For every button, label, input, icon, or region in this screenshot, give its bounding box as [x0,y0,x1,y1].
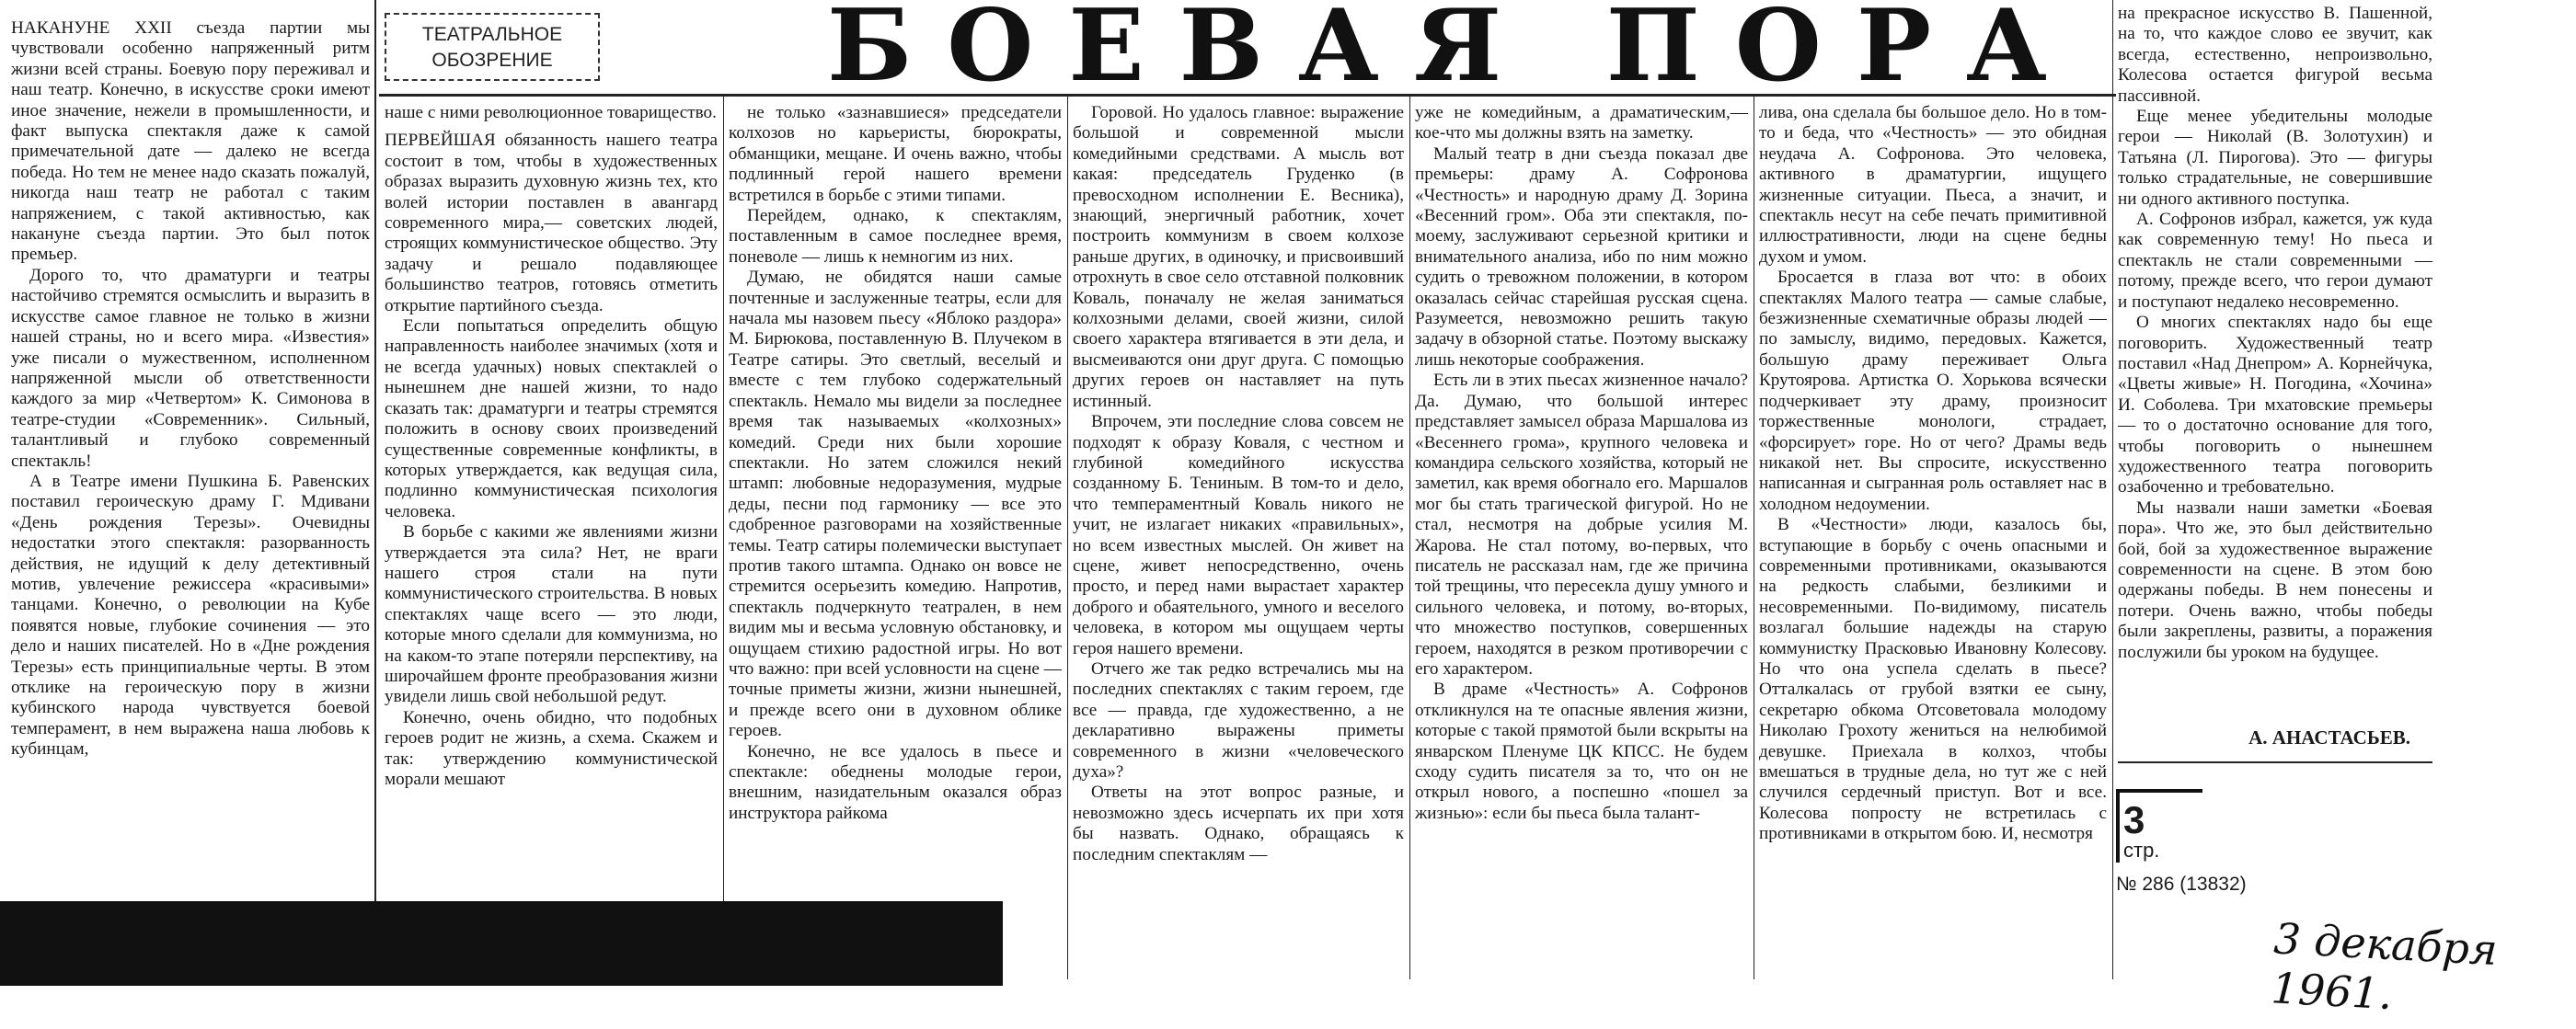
article-column-7 [2118,4,2432,721]
paragraph: А. Софронов избрал, кажется, уж куда как современную тему! Но пьеса и спектакль не стали современными — потому, прежде всего, что герои думают и поступают недалеко несовременно. [2118,210,2432,312]
paragraph: не только «зазнавшиеся» председатели колхозов но карьеристы, бюрократы, обманщики, мещане. И очень важно, чтобы подлинный герой нашего времени встретился в борьбе с этими типами. [729,103,1062,205]
paragraph: Малый театр в дни съезда показал две премьеры: драму А. Софронова «Честность» и народную драму Д. Зорина «Весенний гром». Оба эти спектакля, по-моему, заслуживают серьезной критики и внимательного анализа, ибо по ним можно судить о тревожном положении, в котором оказалась сейчас старейшая русская сцена. Разумеется, невозможно решить такую задачу в обзорной статье. Поэтому выскажу лишь некоторые соображения. [1415,143,1748,370]
paragraph: лива, она сделала бы большое дело. Но в том-то и беда, что «Честность» — это обидная неудача А. Софронова. Это человека, активного в драматургии, ищущего жизненные ситуации. Пьеса, а значит, и спектакль несут на себе печать примитивной иллюстративности, люди на сцене бедны духом и умом. [1759,103,2107,267]
paragraph: Отчего же так редко встречались мы на последних спектаклях с таким героем, где все — правда, где художественно, а не декларативно выражены приметы современного в жизни «человеческого духа»? [1073,658,1404,782]
author-signature: А. АНАСТАСЬЕВ. [2248,726,2410,749]
page-number: 3 [2123,798,2145,841]
paragraph: Дорого то, что драматурги и театры настойчиво стремятся осмыслить и выразить в искусстве самое главное не только в жизни нашей страны, но и всего мира. «Известия» уже писали о мужественном, исполненном напряженной мысли об ответственности каждого за мир «Четвертом» К. Симонова в театре-студии «Современник». Сильный, талантливый и глубоко современный спектакль! [11,265,370,471]
section-lead: ПЕРВЕЙШАЯ обязанность нашего театра состоит в том, чтобы в художественных образах выразить духовную жизнь тех, кто волей истории поставлен в авангард современного мира,— советских людей, строящих коммунистическое общество. Эту задачу и решало подавляющее большинство театров, готовясь отметить открытие партийного съезда. [385,131,718,315]
article-column-1 [11,18,370,899]
article-column-4 [1073,103,1404,977]
drop-cap-text: НАКАНУНЕ XXII съезда партии мы чувствовали особенно напряженный ритм жизни всей страны. Боевую пору переживал и наш театр. Конечно, в искусстве сроки имеют иное значение, нежели в промышленности, и факт выпуска спектакля даже к самой примечательной дате — далеко не всегда победа. Но тем не менее надо сказать пожалуй, никогда наш театр не работал с таким напряжением, с такой активностью, как накануне съезда партии. Это был поток премьер. [11,18,370,265]
paragraph: В «Честности» люди, казалось бы, вступающие в борьбу с очень опасными и современными противниками, оказываются на редкость слабыми, безликими и несовременными. По-видимому, писатель возлагал большие надежды на старую коммунистку Прасковью Ивановну Колесову. Но что она успела сделать в пьесе? Отталкалась от грубой взятки ее сыну, секретарю обкома Отсоветовала молодому Николаю Грохоту жениться на нелюбимой девушке. Приехала в колхоз, чтобы вмешаться в трудные дела, но тут же с ней случился сердечный приступ. Вот и все. Колесова попросту не встретилась с противниками в открытом бою. И, несмотря [1759,515,2107,844]
paragraph: Мы назвали наши заметки «Боевая пора». Что же, это был действительно бой, бой за художественное выражение современности на сцене. В этом бою одержаны победы. В нем понесены и потери. Очень важно, чтобы победы были закреплены, развиты, а поражения послужили бы уроком на будущее. [2118,497,2432,662]
signature-rule [2118,761,2432,763]
paragraph [385,131,718,316]
headline: БОЕВАЯ ПОРА [826,0,2082,92]
page-unit: стр. [2123,839,2160,862]
scan-black-band [0,901,1003,986]
paragraph: В драме «Честность» А. Софронов откликнулся на те опасные явления жизни, которые с такой прямотой были вскрыты на январском Пленуме ЦК КПСС. Не будем сходу судить писателя за то, что он не открыл нового, а поспешно «пошел за жизнью»: если бы пьеса была талант- [1415,680,1748,823]
paragraph: уже не комедийным, а драматическим,— кое-что мы должны взять на заметку. [1415,103,1748,143]
paragraph: Перейдем, однако, к спектаклям, поставленным в самое последнее время, поневоле — лишь к немногим из них. [729,206,1062,267]
paragraph: наше с ними революционное товарищество. [385,103,717,122]
column-rule [374,0,376,901]
paragraph: Если попытаться определить общую направленность наиболее значимых (хотя и не всегда удачных) новых спектаклей о нынешнем дне нашей жизни, то надо сказать так: драматурги и театры стремятся положить в основу своих произведений существенные современные конфликты, в которых утверждается, как ведущая сила, подлинно коммунистическая психология человека. [385,316,718,521]
article-column-5 [1415,103,1748,977]
paragraph: Думаю, не обидятся наши самые почтенные и заслуженные театры, если для начала мы назовем пьесу «Яблоко раздора» М. Бирюкова, поставленную В. Плучеком в Театре сатиры. Это светлый, веселый и вместе с тем глубоко содержательный спектакль. Немало мы видели за последнее время так называемых «колхозных» комедий. Среди них были хорошие спектакли. Но затем сложился некий штамп: любовные недоразумения, мудрые деды, песни под гармонику — все это сдобренное разговорами на хозяйственные темы. Театр сатиры полемически выступает против такого штампа. Однако он вовсе не стремится осерьезить комедию. Напротив, спектакль подчеркнуто театрален, в нем видим мы и весьма условную обстановку, и ощущаем стихию радостной игры. Но вот что важно: при всей условности на сцене — точные приметы жизни, жизни нынешней, и прежде всего они в духовном облике героев. [729,268,1062,741]
article-column-3 [729,103,1062,977]
paragraph: Конечно, очень обидно, что подобных героев родит не жизнь, а схема. Скажем и так: утверждению коммунистической морали мешают [385,707,718,789]
paragraph: Горовой. Но удалось главное: выражение большой и современной мысли комедийными средствами. А мысль вот какая: председатель Груденко (в превосходном исполнении Е. Весника), знающий, энергичный работник, хочет построить коммунизм в своем колхозе раньше других, в одиночку, и присвоивший отрохнуть в свое село отставной полковник Коваль, поначалу не желая заниматься колхозными делами, своей жизни, силой своего характера втягивается в эти дела, и высмеиваются они друг друга. С помощью других героев он наставляет на путь истинный. [1073,103,1404,411]
rubric-line-1: ТЕАТРАЛЬНОЕ [421,24,563,45]
paragraph: Бросается в глаза вот что: в обоих спектаклях Малого театра — самые слабые, безжизненные схематичные образы людей — по замыслу, видимо, передовых. Кажется, большую драму переживает Ольга Крутоярова. Артистка О. Хорькова всячески подчеркивает эту драму, произносит торжественные монологи, страдает, «форсирует» горе. Но от чего? Драмы ведь никакой нет. Вы спросите, искусственно написанная и сыгранная роль оставляет нас в холодном недоумении. [1759,268,2107,514]
paragraph: О многих спектаклях надо бы еще поговорить. Художественный театр поставил «Над Днепром» А. Корнейчука, «Цветы живые» Н. Погодина, «Хочина» И. Соболева. Три мхатовские премьеры — то о достаточно основание для того, чтобы поговорить о нынешнем художественного театра поговорить озабоченно и требовательно. [2118,313,2432,497]
column-rule [2112,0,2113,979]
column-rule [723,97,724,979]
headline-rule [379,94,2116,97]
paragraph [11,18,370,266]
article-column-2 [385,103,718,977]
column-rule [1409,97,1410,979]
article-column-6 [1759,103,2107,977]
column-rule [1067,97,1068,979]
paragraph: В борьбе с какими же явлениями жизни утверждается эта сила? Нет, не враги нашего строя стали на пути коммунистического строительства. В новых спектаклях чаще всего — это люди, которые много сделали для коммунизма, но на каком-то этапе потеряли перспективу, на широчайшем фронте преобразования жизни увидели лишь свой небольшой редут. [385,522,718,707]
issue-number: № 286 (13832) [2116,874,2247,895]
paragraph: на прекрасное искусство В. Пашенной, на то, что каждое слово ее звучит, как всегда, естественно, непроизвольно, Колесова остается фигурой весьма пассивной. [2118,4,2432,106]
paragraph: Еще менее убедительны молодые герои — Николай (В. Золотухин) и Татьяна (Л. Пирогова). Это — фигуры только страдательные, не совершившие ни одного активного поступка. [2118,107,2432,209]
rubric-line-2: ОБОЗРЕНИЕ [431,50,553,71]
paragraph: А в Театре имени Пушкина Б. Равенских поставил героическую драму Г. Мдивани «День рождения Терезы». Очевидны недостатки этого спектакля: разорванность действия, не идущий к делу детективный мотив, увлечение режиссера «красивыми» танцами. Конечно, о революции на Кубе появятся новые, глубокие сочинения — это дело и наших писателей. Но в «Дне рождения Терезы» есть принципиальные черты. В этом отклике на героическую пору в жизни кубинского народа чувствуется боевой темперамент, в нем выражена наша любовь к кубинцам, [11,471,370,760]
handwritten-date: 3 декабря 1961. [2270,913,2499,1020]
section-rubric [385,13,600,81]
paragraph: Ответы на этот вопрос разные, и невозможно здесь исчерпать их при хотя бы назвать. Однако, обращаясь к последним спектаклям — [1073,783,1404,864]
paragraph: Конечно, не все удалось в пьесе и спектакле: обеднены молодые герои, внешним, назидательным оказался образ инструктора райкома [729,741,1062,823]
paragraph: Впрочем, эти последние слова совсем не подходят к образу Коваля, с честном и глубиной комедийного искусства созданному Б. Тениным. В том-то и дело, что темпераментный Коваль никого не учит, не излагает никаких «правильных», но всем известных мыслей. Он живет на сцене, живет непосредственно, очень просто, и перед нами вырастает характер доброго и обаятельного, умного и веселого человека, в котором мы ощущаем черты героя нашего времени. [1073,412,1404,658]
paragraph: Есть ли в этих пьесах жизненное начало? Да. Думаю, что большой интерес представляет замысел образа Маршалова из «Весеннего грома», крупного человека и командира сельского хозяйства, который не заметил, как время обогнало его. Маршалов мог бы стать трагической фигурой. Но не стал, несмотря на добрые усилия М. Жарова. Не стал потому, во-первых, что писатель не рассказал нам, где же причина той трещины, что пересекла душу умного и сильного человека, и потому, во-вторых, что множество поступков, совершенных героем, находятся в резком противоречии с его характером. [1415,371,1748,679]
